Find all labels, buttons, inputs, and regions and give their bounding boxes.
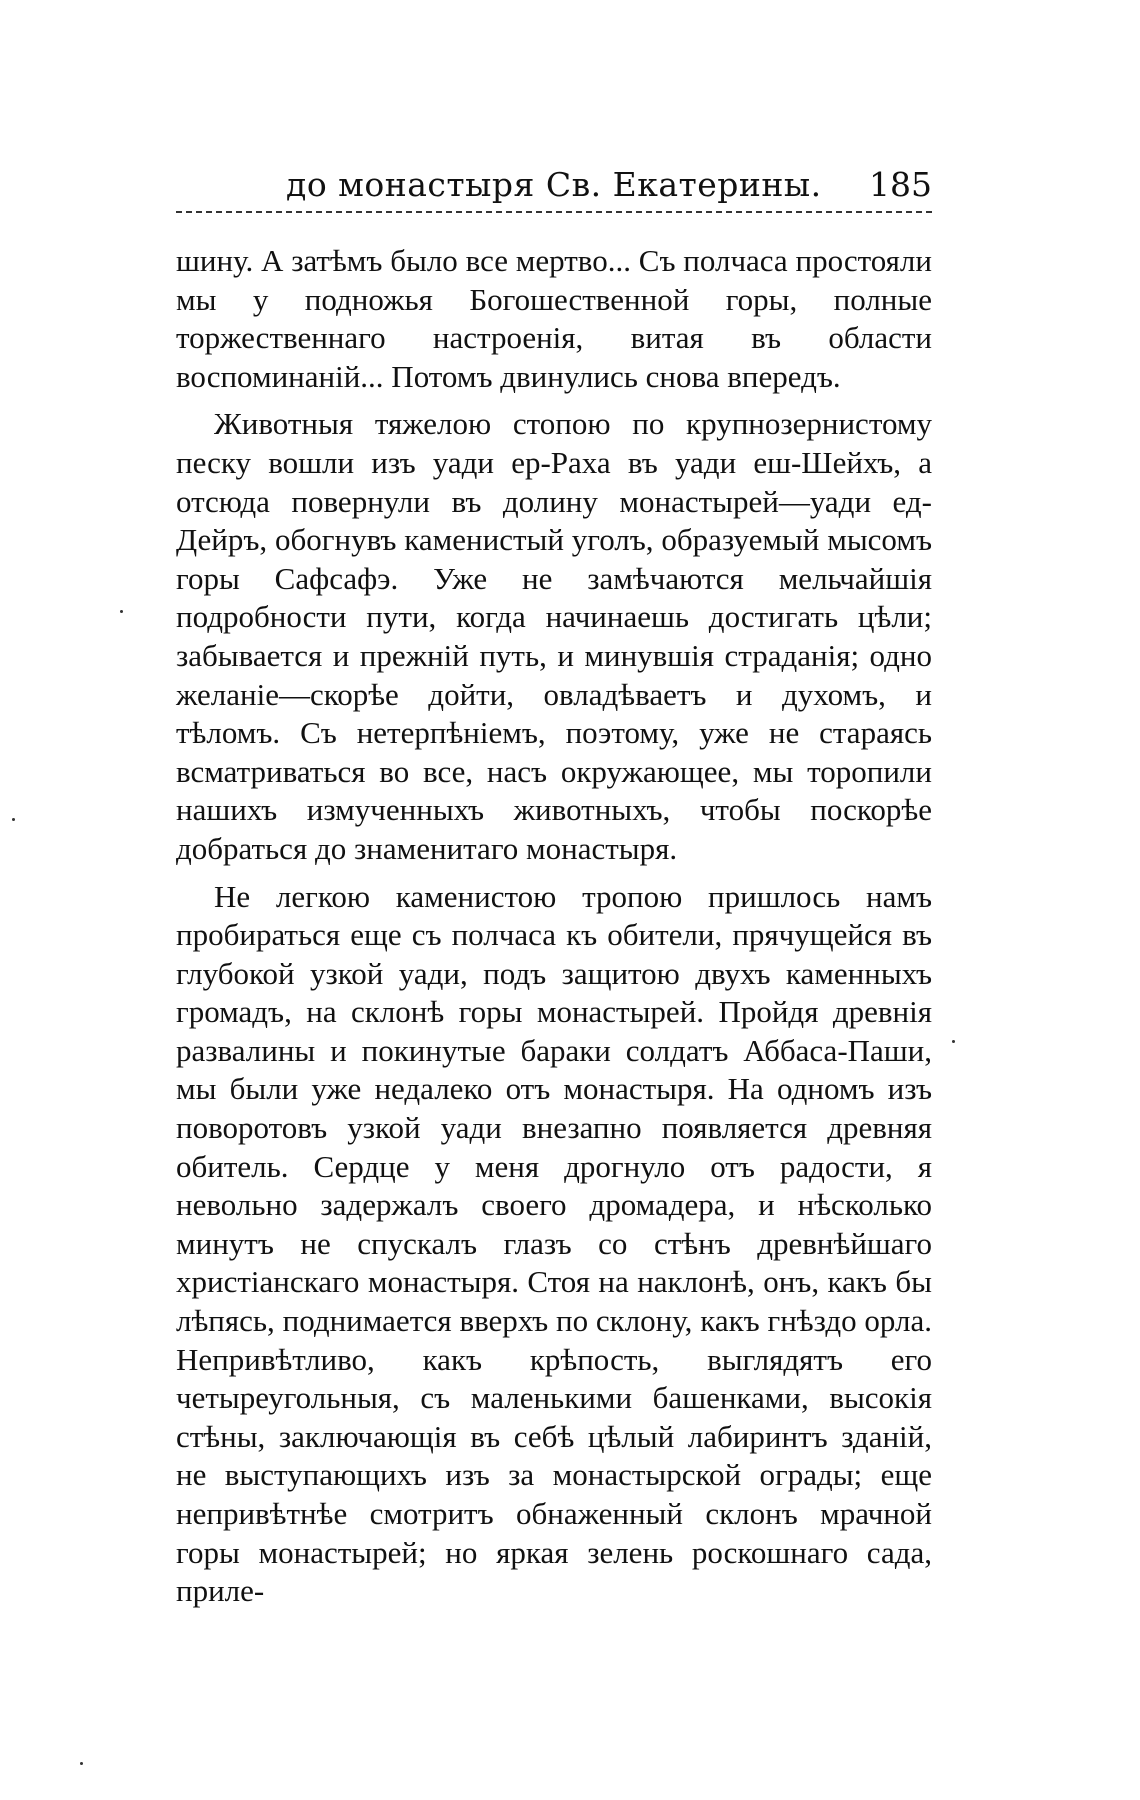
body-text — [176, 242, 932, 1620]
header-rule — [176, 211, 932, 213]
paragraph-continued: шину. А затѣмъ было все мертво... Съ полчаса простояли мы у подножья Богошественной горы, полные торжественнаго настроенія, витая въ области воспоминаній... Потомъ двинулись снова впередъ. — [176, 243, 932, 394]
paragraph: Животныя тяжелою стопою по крупнозернистому песку вошли изъ уади ер-Раха въ уади еш-Шейхъ, а отсюда повернули въ долину монастырей—уади ед-Дейръ, обогнувъ каменистый уголъ, образуемый мысомъ горы Сафсафэ. Уже не замѣчаются мельчайшія подробности пути, когда начинаешь достигать цѣли; забывается и прежній путь, и минувшія страданія; одно желаніе—скорѣе дойти, овладѣваетъ и духомъ, и тѣломъ. Съ нетерпѣніемъ, поэтому, уже не стараясь всматриваться во все, насъ окружающее, мы торопили нашихъ измученныхъ животныхъ, чтобы поскорѣе добраться до знаменитаго монастыря. — [176, 406, 932, 866]
paragraph: Не легкою каменистою тропою пришлось намъ пробираться еще съ полчаса къ обители, прячущейся въ глубокой узкой уади, подъ защитою двухъ каменныхъ громадъ, на склонѣ горы монастырей. Пройдя древнія развалины и покинутые бараки солдатъ Аббаса-Паши, мы были уже недалеко отъ монастыря. На одномъ изъ поворотовъ узкой уади внезапно появляется древняя обитель. Сердце у меня дрогнуло отъ радости, я невольно задержалъ своего дромадера, и нѣсколько минутъ не спускалъ глазъ со стѣнъ древнѣйшаго христіанскаго монастыря. Стоя на наклонѣ, онъ, какъ бы лѣпясь, поднимается вверхъ по склону, какъ гнѣздо орла. Непривѣтливо, какъ крѣпость, выглядятъ его четыреугольныя, съ маленькими башенками, высокія стѣны, заключающія въ себѣ цѣлый лабиринтъ зданій, не выступающихъ изъ за монастырской ограды; еще непривѣтнѣе смотритъ обнаженный склонъ мрачной горы монастырей; но яркая зелень роскошнаго сада, приле- — [176, 878, 932, 1609]
scan-speck — [952, 1040, 955, 1043]
running-title: до монастыря Св. Екатерины. — [286, 165, 822, 204]
scan-speck — [80, 1762, 83, 1765]
scan-speck — [120, 610, 123, 613]
page-number: 185 — [869, 165, 932, 204]
page-header — [176, 165, 932, 213]
scan-speck — [12, 818, 15, 821]
